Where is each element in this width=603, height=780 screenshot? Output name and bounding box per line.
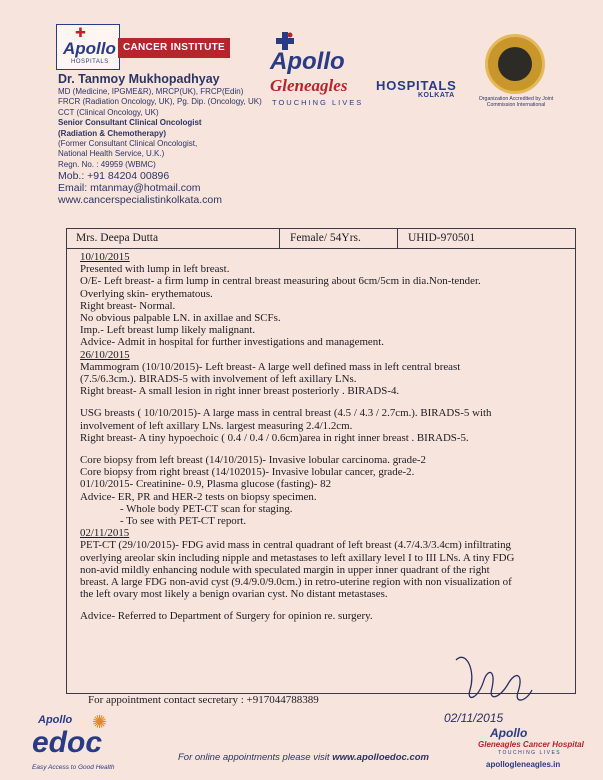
logo-brand: Apollo xyxy=(63,39,116,58)
note-line: O/E- Left breast- a firm lump in central breast measuring about 6cm/5cm in dia.Non-tender. xyxy=(80,275,481,288)
doctor-mobile: Mob.: +91 84204 00896 xyxy=(58,170,170,183)
hospital-name-gleneagles: Gleneagles xyxy=(270,76,348,95)
doctor-former-role: National Health Service, U.K.) xyxy=(58,149,165,159)
note-line: Right breast- A small lesion in right inner breast posteriorly . BIRADS-4. xyxy=(80,385,400,398)
footer-hospital-name: Gleneagles Cancer Hospital xyxy=(478,740,584,749)
doctor-details xyxy=(58,72,278,206)
appointment-contact: For appointment contact secretary : +917044788389 xyxy=(88,694,319,706)
edoc-tagline: Easy Access to Good Health xyxy=(32,764,115,771)
note-line: Mammogram (10/10/2015)- Left breast- A large well defined mass in left central breast xyxy=(80,360,461,373)
note-line: PET-CT (29/10/2015)- FDG avid mass in central quadrant of left breast (4.7/4.3/3.4cm) infiltrating xyxy=(80,539,512,552)
note-line: involvement of left axillary LNs. largest measuring 2.4/1.2cm. xyxy=(80,419,353,432)
note-line: non-avid mildly enhancing nodule with speculated margin in upper inner quadrant of the right xyxy=(80,563,490,576)
note-line: Overlying skin- erythematous. xyxy=(80,287,213,300)
note-line: the left ovary most likely a benign ovarian cyst. No distant metastases. xyxy=(80,588,388,601)
footer-hospital-brand: Apollo xyxy=(490,726,528,740)
patient-gender-age: Female/ 54Yrs. xyxy=(280,228,398,248)
footer-hospital-logo xyxy=(478,726,598,776)
apollo-star-icon: ✚ xyxy=(75,25,86,40)
hospital-name-hospitals: HOSPITALS xyxy=(376,78,457,93)
clinical-notes xyxy=(80,251,564,623)
patient-name: Mrs. Deepa Dutta xyxy=(66,228,280,248)
note-line: Core biopsy from right breast (14/102015)- Invasive lobular cancer, grade-2. xyxy=(80,466,415,479)
doctor-registration: Regn. No. : 49959 (WBMC) xyxy=(58,159,156,169)
footer-hospital-url[interactable]: apollogleneagles.in xyxy=(486,760,561,769)
note-line: Imp.- Left breast lump likely malignant. xyxy=(80,324,256,337)
note-line: No obvious palpable LN. in axillae and SCFs. xyxy=(80,312,281,325)
note-date: 02/11/2015 xyxy=(80,527,130,540)
apollo-edoc-logo xyxy=(30,712,130,772)
edoc-brand: Apollo xyxy=(38,714,73,726)
note-line: Right breast- Normal. xyxy=(80,299,176,312)
logo-sub: HOSPITALS xyxy=(71,59,109,65)
doctor-qualification: MD (Medicine, IPGME&R), MRCP(UK), FRCP(Edin) xyxy=(58,87,244,96)
note-line: Advice- ER, PR and HER-2 tests on biopsy specimen. xyxy=(80,490,317,503)
note-line: Core biopsy from left breast (14/10/2015)- Invasive lobular carcinoma. grade-2 xyxy=(80,454,426,467)
divider xyxy=(66,248,576,249)
online-url[interactable]: www.apolloedoc.com xyxy=(332,752,429,763)
online-text: For online appointments please visit xyxy=(178,752,333,763)
cancer-institute-band: CANCER INSTITUTE xyxy=(118,38,230,58)
sun-icon: ✺ xyxy=(92,712,108,732)
apollo-gleneagles-logo xyxy=(266,32,462,108)
jci-seal-icon xyxy=(485,34,545,94)
patient-info-row xyxy=(66,228,576,248)
note-line: - Whole body PET-CT scan for staging. xyxy=(120,502,293,515)
footer-tagline: TOUCHING LIVES xyxy=(498,750,562,756)
doctor-name: Dr. Tanmoy Mukhopadhyay xyxy=(58,72,220,86)
spacer xyxy=(80,397,564,407)
note-line: USG breasts ( 10/10/2015)- A large mass in central breast (4.5 / 4.3 / 2.7cm.). BIRADS-5 with xyxy=(80,407,492,420)
signature xyxy=(426,640,536,730)
spacer xyxy=(80,444,564,454)
jci-seal-center xyxy=(498,47,532,81)
hospital-city: KOLKATA xyxy=(418,92,455,99)
doctor-title: (Radiation & Chemotherapy) xyxy=(58,128,167,138)
note-line: breast. A large FDG non-avid cyst (9.4/9.0/9.0cm.) in retro-uterine region with non visualization of xyxy=(80,576,512,589)
patient-uhid: UHID-970501 xyxy=(408,232,476,244)
note-line: (7.5/6.3cm.). BIRADS-5 with involvement of left axillary LNs. xyxy=(80,373,357,386)
note-line: Right breast- A tiny hypoechoic ( 0.4 / 0.4 / 0.6cm)area in right inner breast . BIRADS-5. xyxy=(80,431,469,444)
note-date: 26/10/2015 xyxy=(80,348,130,361)
doctor-former-role: (Former Consultant Clinical Oncologist, xyxy=(58,139,198,149)
doctor-title: Senior Consultant Clinical Oncologist xyxy=(58,118,202,128)
hospital-brand: Apollo xyxy=(270,48,345,75)
note-line: 01/10/2015- Creatinine- 0.9, Plasma glucose (fasting)- 82 xyxy=(80,478,332,491)
note-date: 10/10/2015 xyxy=(80,251,130,263)
accreditation-caption: Organization Accredited by Joint Commission International xyxy=(478,96,554,108)
edoc-name: edoc xyxy=(32,726,103,759)
doctor-email: Email: mtanmay@hotmail.com xyxy=(58,182,201,195)
note-line: Presented with lump in left breast. xyxy=(80,263,230,276)
spacer xyxy=(80,600,564,610)
doctor-qualification: FRCR (Radiation Oncology, UK), Pg. Dip. (Oncology, UK) xyxy=(58,97,262,107)
apollo-hospitals-logo xyxy=(56,24,120,70)
note-line: Advice- Admit in hospital for further investigations and management. xyxy=(80,336,384,349)
note-line: Advice- Referred to Department of Surgery for opinion re. surgery. xyxy=(80,610,373,623)
signature-date: 02/11/2015 xyxy=(444,711,504,725)
online-appointment-text xyxy=(178,752,429,763)
hospital-tagline: TOUCHING LIVES xyxy=(272,98,364,107)
note-line: - To see with PET-CT report. xyxy=(120,515,247,528)
doctor-website: www.cancerspecialistinkolkata.com xyxy=(58,194,222,207)
note-line: overlying areolar skin including nipple and metastases to left axillary level I to III LNs. A tiny FDG xyxy=(80,551,515,564)
doctor-qualification: CCT (Clinical Oncology, UK) xyxy=(58,107,159,117)
